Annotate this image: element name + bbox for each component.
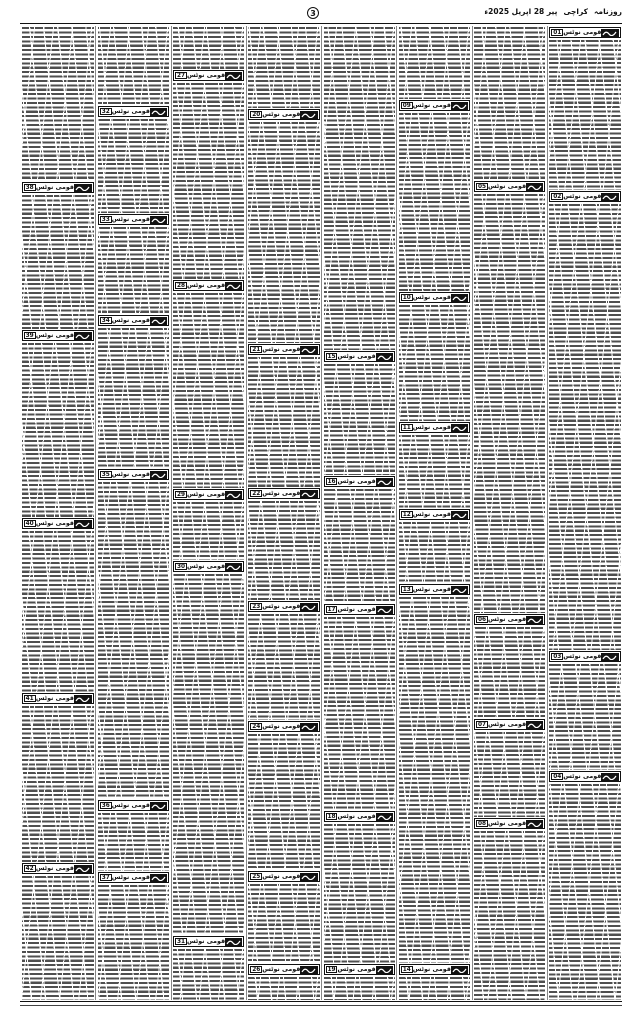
notice-logo-icon: [526, 616, 543, 624]
notice-body-text: [173, 501, 244, 560]
notice-number: 30: [176, 563, 186, 570]
notice-body-text: [324, 488, 395, 603]
notice-logo-icon: [74, 184, 92, 192]
notice-number: 06: [477, 616, 487, 623]
notice-logo-icon: [376, 478, 393, 486]
notice-label: قومی نوٹس: [186, 563, 226, 570]
column-3: [396, 26, 471, 1000]
notice: [98, 314, 169, 468]
notice-label: قومی نوٹس: [337, 606, 376, 613]
notice-header: [549, 651, 620, 662]
column-6: [171, 26, 246, 1000]
notice-number: 09: [402, 102, 411, 109]
notice-body-text: [98, 481, 169, 799]
notice: [173, 69, 244, 279]
notice-number: 40: [24, 520, 36, 528]
notice-label: قومی نوٹس: [262, 873, 301, 880]
notice-logo-icon: [150, 108, 167, 116]
notice-logo-icon: [601, 773, 618, 781]
column-7: [95, 26, 170, 1000]
notice-body-text: [474, 830, 545, 1000]
notice-body-text: [22, 875, 94, 1000]
notice-label: قومی نوٹس: [262, 723, 301, 730]
notice-header: [549, 191, 620, 202]
notice-number: 02: [553, 193, 562, 200]
notice-label: قومی نوٹس: [186, 72, 226, 79]
notice-label: قومی نوٹس: [412, 966, 451, 973]
notice-body-text: [474, 626, 545, 718]
notice-header: [399, 292, 470, 303]
notice: [248, 720, 319, 870]
notice-body-text: [549, 203, 620, 650]
notice-label: قومی نوٹس: [412, 102, 451, 109]
notice-label: قومی نوٹس: [111, 874, 150, 881]
notice-label: قومی نوٹس: [487, 820, 527, 827]
notice-body-text: [248, 976, 319, 1000]
notice: [474, 180, 545, 613]
notice-header: [98, 106, 169, 117]
notice-header: [248, 721, 319, 732]
notice-body-text: [98, 226, 169, 314]
notice-logo-icon: [150, 874, 167, 882]
notice-number: 23: [252, 603, 261, 610]
notice: [549, 190, 620, 650]
notice-body-text: [22, 194, 94, 329]
notice-logo-icon: [451, 102, 468, 110]
column-4: [321, 26, 396, 1000]
notice-label: قومی نوٹس: [412, 511, 451, 518]
notice-label: قومی نوٹس: [186, 491, 226, 498]
notice-number: 42: [24, 865, 36, 873]
notice-logo-icon: [451, 511, 468, 519]
notice-logo-icon: [451, 586, 468, 594]
notice-label: قومی نوٹس: [262, 490, 301, 497]
notice-header: [173, 489, 244, 500]
notice-body-text: [173, 292, 244, 488]
notice-body-text: [248, 733, 319, 870]
notice-label: قومی نوٹس: [262, 603, 301, 610]
notice-logo-icon: [150, 317, 167, 325]
notice-label: قومی نوٹس: [35, 520, 74, 527]
column-8: [20, 26, 95, 1000]
notice: [324, 810, 395, 963]
notice-body-text: [399, 434, 470, 508]
notice-body-text: [98, 884, 169, 1000]
notice-label: قومی نوٹس: [563, 29, 602, 36]
notice-label: قومی نوٹس: [563, 653, 602, 660]
notice-header: [22, 182, 94, 193]
notice-header: [98, 872, 169, 883]
notice-logo-icon: [451, 966, 468, 974]
masthead-rule: [20, 23, 622, 24]
notice-number: 41: [24, 695, 36, 703]
notice-label: قومی نوٹس: [412, 586, 451, 593]
notice-number: 19: [327, 966, 336, 973]
notice-number: 21: [252, 346, 261, 353]
notice: [98, 468, 169, 799]
notice-body-text: [399, 976, 470, 1000]
notice-number: 03: [553, 653, 562, 660]
notice-logo-icon: [150, 802, 167, 810]
notice-header: [324, 964, 395, 975]
notice-logo-icon: [300, 873, 317, 881]
notice-number: 33: [101, 216, 110, 223]
column-1: [547, 26, 622, 1000]
notice-number: 38: [24, 184, 36, 192]
notice-label: قومی نوٹس: [412, 294, 451, 301]
notice-body-text: [22, 530, 94, 692]
notice-number: 37: [101, 874, 110, 881]
notice-logo-icon: [526, 183, 543, 191]
notice: [474, 613, 545, 718]
notice-logo-icon: [300, 966, 317, 974]
issue-date: پیر 28 اپریل 2025ء: [484, 7, 558, 16]
notice-label: قومی نوٹس: [337, 353, 376, 360]
notice-number: 28: [176, 282, 186, 289]
notice-number: 29: [176, 491, 186, 498]
notice-body-text: [399, 304, 470, 421]
notice-logo-icon: [74, 520, 92, 528]
notice-header: [248, 488, 319, 499]
notice-label: قومی نوٹس: [111, 471, 150, 478]
notice-header: [324, 476, 395, 487]
notice-body-text: [248, 121, 319, 343]
notice-logo-icon: [601, 29, 618, 37]
notice-body-text: [248, 500, 319, 600]
notice-header: [173, 936, 244, 947]
notice-label: قومی نوٹس: [111, 108, 150, 115]
notice-number: 13: [402, 586, 411, 593]
notice: [22, 862, 94, 1000]
notice-header: [324, 604, 395, 615]
notice-header: [98, 469, 169, 480]
notice-label: قومی نوٹس: [111, 802, 150, 809]
notice-label: قومی نوٹس: [111, 216, 150, 223]
notice-body-text: [474, 193, 545, 613]
notice-logo-icon: [300, 490, 317, 498]
continued-text: [324, 26, 395, 350]
notice: [173, 935, 244, 1000]
notice-label: قومی نوٹس: [186, 282, 226, 289]
notice-number: 11: [402, 424, 411, 431]
notice-logo-icon: [526, 721, 543, 729]
notice-body-text: [324, 976, 395, 1000]
notice: [549, 26, 620, 190]
notice-label: قومی نوٹس: [487, 616, 527, 623]
notice-label: قومی نوٹس: [262, 966, 301, 973]
notice: [173, 488, 244, 560]
notice-number: 32: [101, 108, 110, 115]
notice-number: 14: [402, 966, 411, 973]
notice: [399, 291, 470, 421]
notice: [98, 213, 169, 314]
notice-logo-icon: [225, 491, 242, 499]
notice-header: [474, 818, 545, 829]
notice-body-text: [324, 823, 395, 963]
notice-header: [399, 964, 470, 975]
notice: [399, 508, 470, 583]
notice-header: [248, 964, 319, 975]
notice-number: 27: [176, 72, 186, 79]
notice-number: 16: [327, 478, 336, 485]
notice: [248, 487, 319, 600]
notice-logo-icon: [150, 471, 167, 479]
notice-header: [474, 614, 545, 625]
notice: [399, 963, 470, 1000]
notice-number: 18: [327, 813, 336, 820]
notice-header: [324, 811, 395, 822]
notice-body-text: [248, 356, 319, 487]
notice-number: 26: [252, 966, 261, 973]
notice-header: [399, 584, 470, 595]
notice-number: 20: [252, 111, 261, 118]
notice-body-text: [98, 327, 169, 468]
notice: [248, 963, 319, 1000]
notice-body-text: [22, 342, 94, 517]
notice-header: [22, 863, 94, 874]
notice: [324, 475, 395, 603]
notice-body-text: [549, 39, 620, 190]
notice-logo-icon: [300, 723, 317, 731]
notices-page: [20, 26, 622, 1000]
notice-label: قومی نوٹس: [487, 183, 527, 190]
notice-logo-icon: [526, 820, 543, 828]
notice-label: قومی نوٹس: [337, 966, 376, 973]
notice-header: [248, 871, 319, 882]
notice-body-text: [22, 705, 94, 862]
notice: [324, 603, 395, 810]
notice-number: 31: [176, 938, 186, 945]
notice-body-text: [399, 112, 470, 291]
notice-header: [549, 27, 620, 38]
notice: [22, 517, 94, 692]
notice-body-text: [399, 521, 470, 583]
notice: [324, 350, 395, 475]
notice: [173, 560, 244, 935]
notice-body-text: [173, 573, 244, 935]
notice-number: 05: [477, 183, 487, 190]
notice-number: 35: [101, 471, 110, 478]
notice-logo-icon: [300, 111, 317, 119]
continued-text: [248, 26, 319, 108]
notice-logo-icon: [601, 193, 618, 201]
notice-logo-icon: [225, 563, 242, 571]
notice-header: [173, 70, 244, 81]
notice: [549, 770, 620, 1000]
notice-logo-icon: [150, 216, 167, 224]
notice-header: [173, 280, 244, 291]
notice-number: 01: [553, 29, 562, 36]
notice-logo-icon: [376, 353, 393, 361]
masthead-group: [484, 7, 622, 16]
notice: [98, 871, 169, 1000]
notice-body-text: [173, 82, 244, 279]
masthead-city: کراچی: [563, 7, 589, 16]
notice: [549, 650, 620, 770]
page-number-badge: 3: [307, 7, 319, 19]
notice: [98, 105, 169, 213]
notice-header: [248, 601, 319, 612]
notice-number: 17: [327, 606, 336, 613]
notice-logo-icon: [451, 424, 468, 432]
notice-header: [22, 330, 94, 341]
continued-text: [474, 26, 545, 180]
notice-body-text: [549, 783, 620, 1000]
notice-header: [98, 214, 169, 225]
notice-body-text: [474, 731, 545, 817]
notice: [22, 329, 94, 517]
notice-header: [399, 509, 470, 520]
notice-number: 08: [477, 820, 487, 827]
notice-header: [248, 109, 319, 120]
notice-body-text: [98, 812, 169, 871]
notice-logo-icon: [601, 653, 618, 661]
notice-body-text: [324, 363, 395, 475]
masthead-paper-word: روزنامہ: [594, 7, 622, 16]
notice-header: [173, 561, 244, 572]
notice: [173, 279, 244, 488]
notice-label: قومی نوٹس: [262, 346, 301, 353]
notice-logo-icon: [74, 332, 92, 340]
notice-logo-icon: [376, 813, 393, 821]
notice-header: [474, 719, 545, 730]
notice-header: [22, 518, 94, 529]
notice-label: قومی نوٹس: [186, 938, 226, 945]
notice-number: 04: [553, 773, 562, 780]
notice-label: قومی نوٹس: [35, 332, 74, 339]
column-2: [472, 26, 547, 1000]
notice-number: 34: [101, 317, 110, 324]
notice-label: قومی نوٹس: [337, 478, 376, 485]
notice: [22, 692, 94, 862]
notice: [324, 963, 395, 1000]
notice-number: 07: [477, 721, 487, 728]
notice-number: 15: [327, 353, 336, 360]
notice-header: [248, 344, 319, 355]
notice-body-text: [248, 613, 319, 720]
notice-label: قومی نوٹس: [563, 193, 602, 200]
notice: [22, 181, 94, 329]
column-5: [246, 26, 321, 1000]
notice-header: [399, 100, 470, 111]
continued-text: [22, 26, 94, 181]
notice-body-text: [399, 596, 470, 963]
notice-label: قومی نوٹس: [337, 813, 376, 820]
notice-header: [22, 693, 94, 704]
notice-label: قومی نوٹس: [35, 184, 74, 191]
notice-logo-icon: [74, 865, 92, 873]
notice-number: 22: [252, 490, 261, 497]
notice-logo-icon: [74, 695, 92, 703]
notice-header: [98, 315, 169, 326]
notice-body-text: [549, 663, 620, 770]
notice-header: [474, 181, 545, 192]
notice-logo-icon: [376, 966, 393, 974]
notice-number: 10: [402, 294, 411, 301]
notice: [474, 817, 545, 1000]
notice-logo-icon: [225, 282, 242, 290]
notice-number: 36: [101, 802, 110, 809]
notice-number: 39: [24, 332, 36, 340]
footer-rule-thin: [20, 1005, 622, 1006]
notice-logo-icon: [300, 346, 317, 354]
notice-logo-icon: [225, 938, 242, 946]
notice-header: [399, 422, 470, 433]
footer-rule: [20, 1001, 622, 1002]
notice-number: 24: [252, 723, 261, 730]
continued-text: [173, 26, 244, 69]
notice-number: 25: [252, 873, 261, 880]
notice-logo-icon: [300, 603, 317, 611]
notice-label: قومی نوٹس: [35, 695, 74, 702]
notice-label: قومی نوٹس: [35, 865, 74, 872]
notice: [399, 583, 470, 963]
notice: [399, 99, 470, 291]
notice-label: قومی نوٹس: [412, 424, 451, 431]
notice: [248, 343, 319, 487]
notice-label: قومی نوٹس: [487, 721, 527, 728]
notice-logo-icon: [451, 294, 468, 302]
notice-label: قومی نوٹس: [563, 773, 602, 780]
notice-number: 12: [402, 511, 411, 518]
notice: [399, 421, 470, 508]
notice-body-text: [324, 616, 395, 810]
notice-body-text: [173, 948, 244, 1000]
masthead: [20, 6, 622, 22]
notice-label: قومی نوٹس: [111, 317, 150, 324]
notice-header: [324, 351, 395, 362]
notice: [98, 799, 169, 871]
notice-header: [549, 771, 620, 782]
notice-header: [98, 800, 169, 811]
notice-body-text: [98, 118, 169, 213]
continued-text: [98, 26, 169, 105]
notice: [248, 108, 319, 343]
notice-logo-icon: [376, 606, 393, 614]
notice-label: قومی نوٹس: [262, 111, 301, 118]
notice: [474, 718, 545, 817]
continued-text: [399, 26, 470, 99]
notice-logo-icon: [225, 72, 242, 80]
notice: [248, 600, 319, 720]
notice-body-text: [248, 883, 319, 963]
notice: [248, 870, 319, 963]
